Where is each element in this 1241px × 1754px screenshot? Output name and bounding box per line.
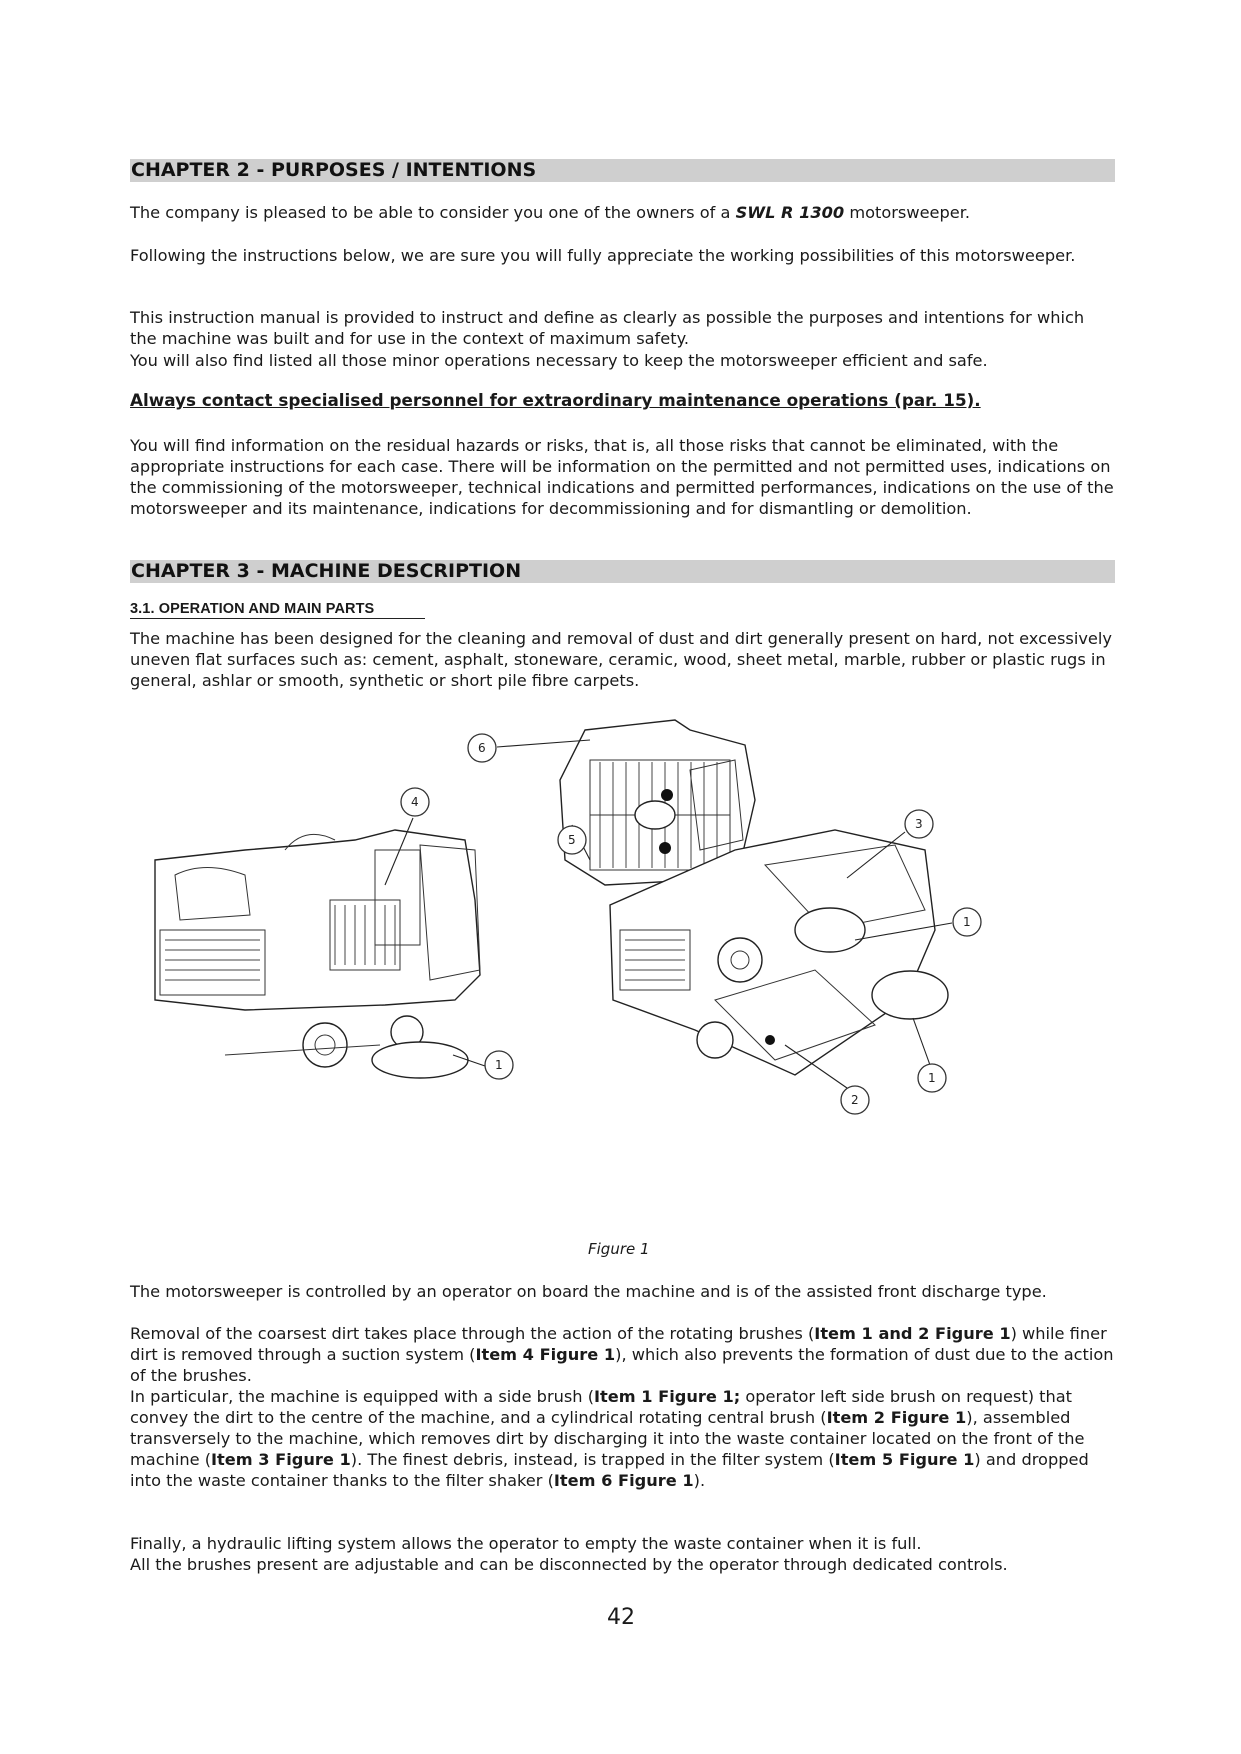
- d3-text-k: ).: [693, 1471, 706, 1490]
- d3-ref-item-6: Item 6 Figure 1: [553, 1471, 694, 1490]
- hydraulic-lifting-paragraph: Finally, a hydraulic lifting system allows the operator to empty the waste container when it is full.: [130, 1534, 922, 1553]
- callout-6-label: 6: [478, 741, 486, 755]
- d2-text-e: ), which also prevents the formation of dust due to the action of the brushes.: [130, 1345, 1114, 1385]
- figure-1-illustration: [135, 700, 1115, 1220]
- machine-design-paragraph: The machine has been designed for the cleaning and removal of dust and dirt generally present on hard, not excessively uneven flat surfaces such as: cement, asphalt, stoneware, ceramic, wood, sheet metal, marble, rubber or plastic rugs in general, ashlar or smooth, synthetic or short pile fibre carpets.: [130, 629, 1112, 690]
- d3-text-a: In particular, the machine is equipped with a side brush (: [130, 1387, 595, 1406]
- callout-1b-label: 1: [928, 1071, 936, 1085]
- d3-ref-item-3: Item 3 Figure 1: [211, 1450, 351, 1469]
- d2-text-a: Removal of the coarsest dirt takes place through the action of the rotating brushes (: [130, 1324, 815, 1343]
- callout-2: [841, 1086, 869, 1114]
- d3-ref-item-2: Item 2 Figure 1: [826, 1408, 967, 1427]
- chapter-2-heading: CHAPTER 2 - PURPOSES / INTENTIONS: [130, 159, 1115, 182]
- maintenance-warning: Always contact specialised personnel for extraordinary maintenance operations (par. 15).: [130, 390, 981, 410]
- description-paragraph-3: [130, 1386, 1115, 1491]
- callout-3-label: 3: [915, 817, 923, 831]
- description-paragraph-2: [130, 1323, 1115, 1386]
- d3-text-i: ) and dropped into the waste container thanks to the filter shaker (: [130, 1450, 1089, 1490]
- callout-1c-label: 1: [495, 1058, 503, 1072]
- d2-text-c: ) while finer dirt is removed through a suction system (: [130, 1324, 1107, 1364]
- page-number: 42: [607, 1605, 635, 1630]
- description-paragraph-1: The motorsweeper is controlled by an operator on board the machine and is of the assisted front discharge type.: [130, 1282, 1047, 1301]
- section-number: 3.1.: [130, 601, 159, 617]
- d2-ref-item-4: Item 4 Figure 1: [475, 1345, 616, 1364]
- brushes-adjustable-paragraph: All the brushes present are adjustable and can be disconnected by the operator through dedicated controls.: [130, 1555, 1008, 1574]
- d3-text-e: ), assembled transversely to the machine, which removes dirt by discharging it into the waste container located on the front of the machine (: [130, 1408, 1085, 1469]
- callout-4-label: 4: [411, 795, 419, 809]
- callout-4: [401, 788, 429, 816]
- callout-3: [905, 810, 933, 838]
- side-view-machine: [155, 830, 480, 1078]
- callout-1a-label: 1: [963, 915, 971, 929]
- chapter-3-heading: CHAPTER 3 - MACHINE DESCRIPTION: [130, 560, 1115, 583]
- d3-text-c: operator left side brush on request) that convey the dirt to the centre of the machine, and a cylindrical rotating central brush (: [130, 1387, 1073, 1427]
- d3-ref-item-1: Item 1 Figure 1;: [594, 1387, 741, 1406]
- callout-5: [558, 826, 586, 854]
- section-title: OPERATION AND MAIN PARTS: [158, 601, 375, 617]
- figure-caption: Figure 1: [588, 1240, 650, 1258]
- model-name: SWL R 1300: [735, 203, 845, 222]
- manual-purpose-paragraph: This instruction manual is provided to instruct and define as clearly as possible the purposes and intentions for which the machine was built and for use in the context of maximum safety.: [130, 308, 1085, 348]
- intro-paragraph: [130, 202, 1115, 223]
- callout-1-right-lower: [918, 1064, 946, 1092]
- callout-6: [468, 734, 496, 762]
- callout-1-left: [485, 1051, 513, 1079]
- section-3-1-heading: [130, 601, 425, 619]
- callout-2-label: 2: [851, 1093, 859, 1107]
- intro-text: The company is pleased to be able to consider you one of the owners of a: [130, 203, 736, 222]
- d2-ref-items-1-2: Item 1 and 2 Figure 1: [814, 1324, 1011, 1343]
- minor-operations-paragraph: You will also find listed all those minor operations necessary to keep the motorsweeper efficient and safe.: [130, 351, 988, 370]
- callout-5-label: 5: [568, 833, 576, 847]
- intro-suffix: motorsweeper.: [844, 203, 971, 222]
- callout-1-right-upper: [953, 908, 981, 936]
- instructions-paragraph: Following the instructions below, we are sure you will fully appreciate the working possibilities of this motorsweeper.: [130, 246, 1076, 265]
- residual-hazards-paragraph: You will find information on the residual hazards or risks, that is, all those risks that cannot be eliminated, with the appropriate instructions for each case. There will be information on the permitted and not permitted uses, indications on the commissioning of the motorsweeper, technical indications and permitted performances, indications on the use of the motorsweeper and its maintenance, indications for decommissioning and for dismantling or demolition.: [130, 436, 1114, 518]
- d3-ref-item-5: Item 5 Figure 1: [834, 1450, 975, 1469]
- d3-text-g: ). The finest debris, instead, is trapped in the filter system (: [350, 1450, 835, 1469]
